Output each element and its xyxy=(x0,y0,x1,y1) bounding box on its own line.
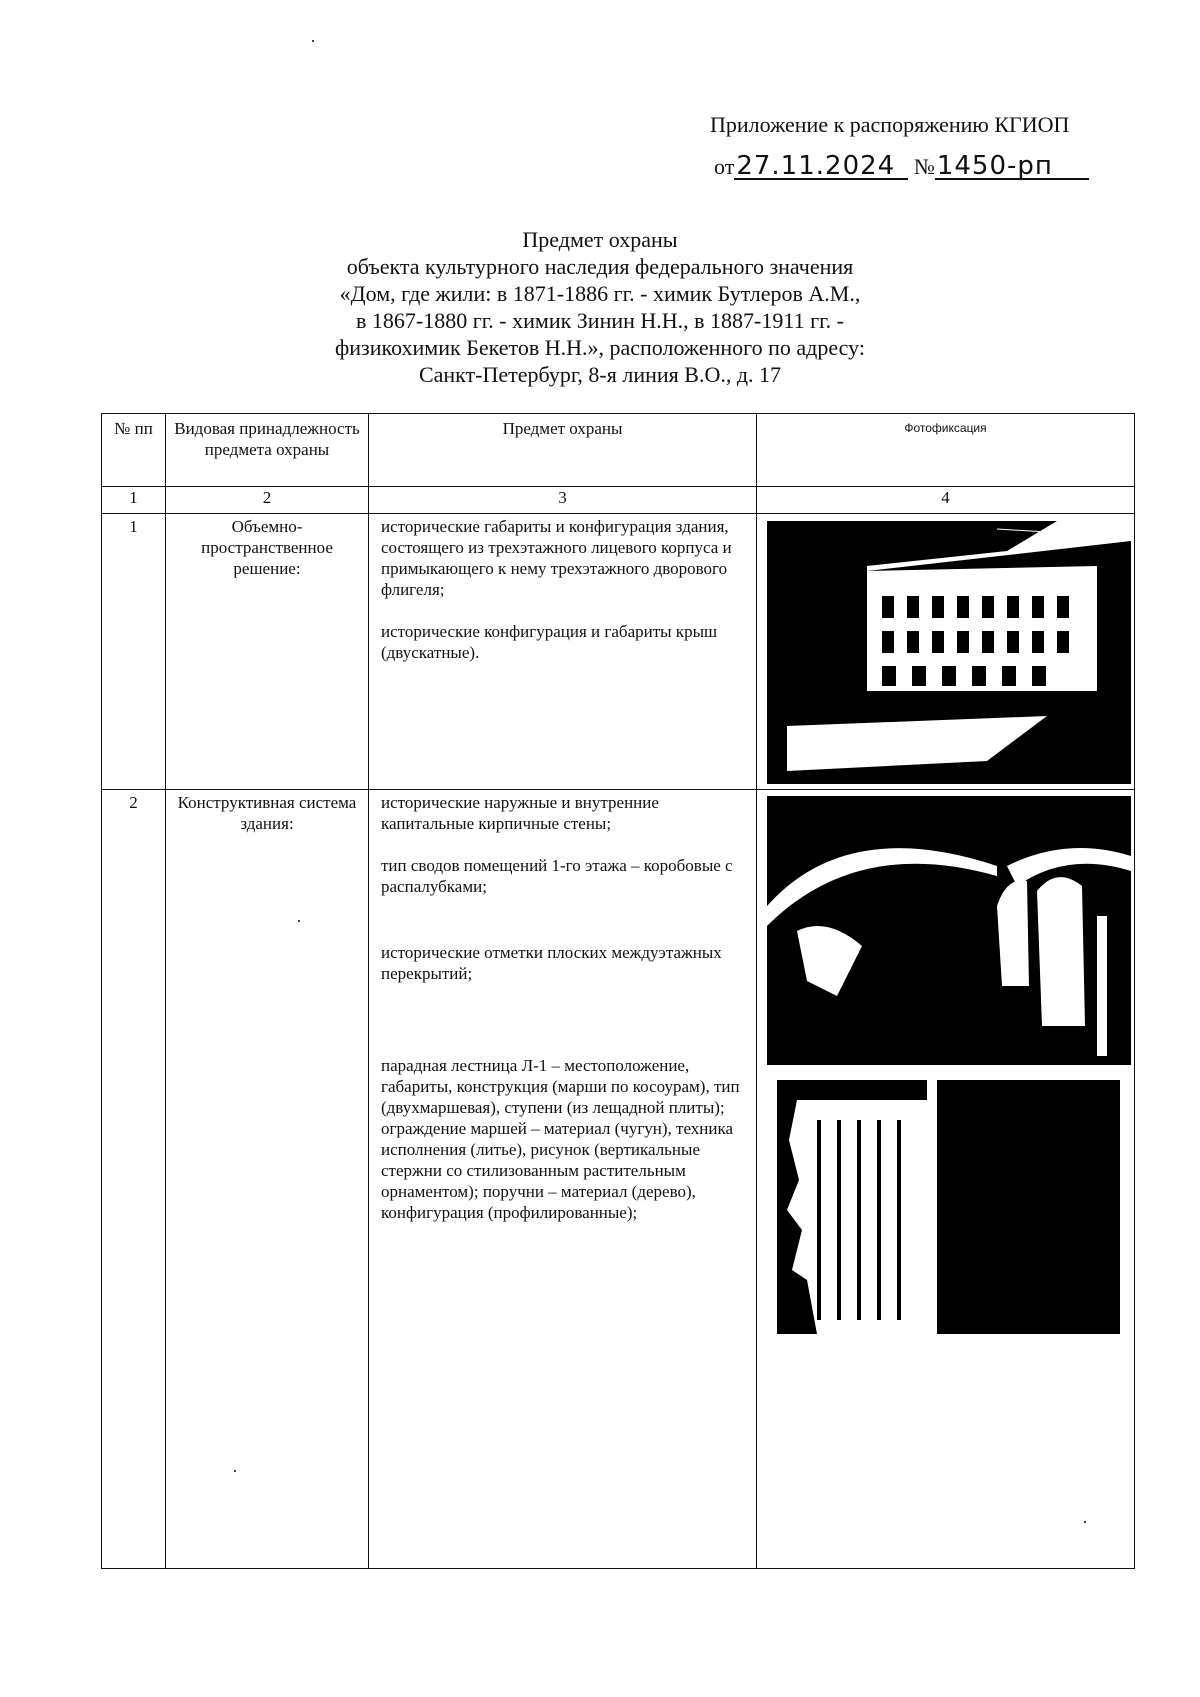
vaults-photo xyxy=(767,796,1131,1065)
order-date-handwritten: 27.11.2024 xyxy=(734,154,908,180)
row-photo-cell xyxy=(757,790,1135,1569)
row-number: 1 xyxy=(102,514,166,790)
title-line-1: Предмет охраны xyxy=(522,227,678,252)
number-sign: № xyxy=(913,154,935,179)
subject-item: парадная лестница Л-1 – местоположение, габариты, конструкция (марши по косоурам), тип (двухмаршевая), ступени (из лещадной плиты); ограждение маршей – материал (чугун), техника исполнения (литье), рисунок (вертикальные стержни со стилизованным растительным орнаментом); поручни – материал (дерево), конфигурация (профилированные); xyxy=(381,1056,740,1222)
row-subject xyxy=(369,790,757,1569)
scan-speck xyxy=(298,920,300,922)
protection-subject-table xyxy=(101,413,1135,1569)
header-number: № пп xyxy=(102,414,166,487)
table-row xyxy=(102,790,1135,1569)
scan-speck xyxy=(234,1470,236,1472)
title-line-2: объекта культурного наследия федерального значения xyxy=(346,254,854,279)
subject-item: тип сводов помещений 1-го этажа – коробовые с распалубками; xyxy=(381,856,733,896)
row-kind: Объемно-пространственное решение: xyxy=(166,514,369,790)
row-number: 2 xyxy=(102,790,166,1569)
order-reference xyxy=(714,151,1089,181)
header-kind: Видовая принадлежность предмета охраны xyxy=(166,414,369,487)
subject-item: исторические наружные и внутренние капитальные кирпичные стены; xyxy=(381,793,659,833)
column-number-row xyxy=(102,487,1135,514)
annex-title: Приложение к распоряжению КГИОП xyxy=(710,112,1070,137)
col-number-2: 2 xyxy=(166,487,369,514)
order-number-handwritten: 1450-рп xyxy=(935,154,1089,180)
col-number-4: 4 xyxy=(757,487,1135,514)
scan-speck xyxy=(1084,1521,1086,1523)
date-prefix: от xyxy=(714,154,735,179)
document-title xyxy=(0,226,1200,388)
title-line-6: Санкт-Петербург, 8-я линия В.О., д. 17 xyxy=(418,362,782,387)
subject-item: исторические конфигурация и габариты крыш (двускатные). xyxy=(381,622,718,662)
row-photo-cell xyxy=(757,514,1135,790)
table-header-row xyxy=(102,414,1135,487)
row-kind: Конструктивная система здания: xyxy=(166,790,369,1569)
subject-item: исторические отметки плоских междуэтажных перекрытий; xyxy=(381,943,722,983)
subject-item: исторические габариты и конфигурация здания, состоящего из трехэтажного лицевого корпуса и примыкающего к нему трехэтажного дворового флигеля; xyxy=(381,517,732,599)
row-subject xyxy=(369,514,757,790)
header-photo: Фотофиксация xyxy=(757,414,1135,487)
title-line-5: физикохимик Бекетов Н.Н.», расположенного по адресу: xyxy=(335,335,865,360)
title-line-3: «Дом, где жили: в 1871-1886 гг. - химик Бутлеров А.М., xyxy=(339,281,861,306)
title-line-4: в 1867-1880 гг. - химик Зинин Н.Н., в 1887-1911 гг. - xyxy=(356,308,844,333)
col-number-3: 3 xyxy=(369,487,757,514)
building-facade-photo xyxy=(767,521,1131,784)
staircase-photo xyxy=(777,1080,1120,1334)
col-number-1: 1 xyxy=(102,487,166,514)
header-subject: Предмет охраны xyxy=(369,414,757,487)
scan-speck xyxy=(312,40,314,42)
table-row xyxy=(102,514,1135,790)
